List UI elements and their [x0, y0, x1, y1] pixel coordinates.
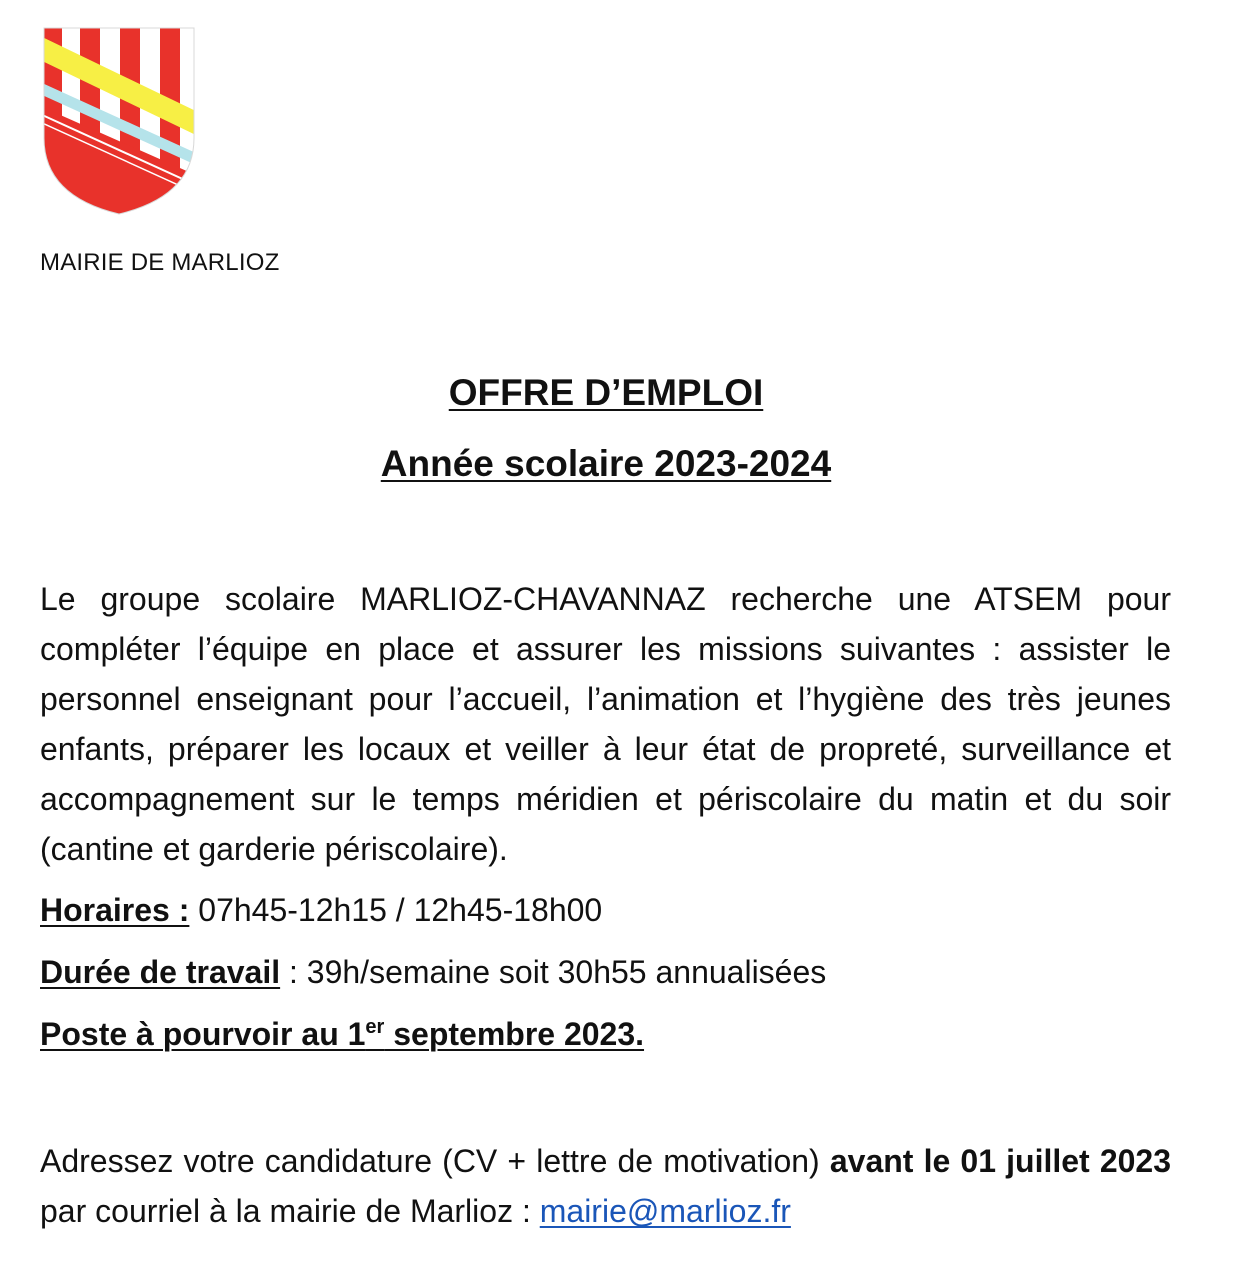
document-title: [0, 372, 1212, 414]
document-subtitle: [0, 443, 1212, 485]
poste-superscript: er: [365, 1016, 385, 1038]
poste-line: [40, 1014, 644, 1054]
poste-suffix: septembre 2023.: [384, 1016, 645, 1052]
horaires-line: [40, 890, 602, 930]
duree-label: Durée de travail: [40, 954, 281, 990]
title-line-1: OFFRE D’EMPLOI: [448, 372, 764, 413]
poste-prefix: Poste à pourvoir au 1: [40, 1016, 366, 1052]
horaires-value: 07h45-12h15 / 12h45-18h00: [189, 892, 603, 928]
apply-text-2: par courriel à la mairie de Marlioz :: [40, 1193, 540, 1229]
title-line-2: Année scolaire 2023-2024: [380, 443, 832, 484]
apply-deadline: avant le 01 juillet 2023: [829, 1143, 1172, 1179]
application-paragraph: [40, 1136, 1171, 1236]
apply-text-1: Adressez votre candidature (CV + lettre de motivation): [40, 1143, 830, 1179]
municipal-crest-logo: [40, 26, 198, 216]
duree-line: [40, 952, 826, 992]
institution-name: MAIRIE DE MARLIOZ: [40, 249, 280, 276]
poste-text: [40, 1016, 644, 1052]
horaires-label: Horaires :: [40, 892, 190, 928]
duree-value: : 39h/semaine soit 30h55 annualisées: [280, 954, 827, 990]
job-description-paragraph: Le groupe scolaire MARLIOZ-CHAVANNAZ recherche une ATSEM pour compléter l’équipe en place et assurer les missions suivantes : assister le personnel enseignant pour l’accueil, l’animation et l’hygiène des très jeunes enfants, préparer les locaux et veiller à leur état de propreté, surveillance et accompagnement sur le temps méridien et périscolaire du matin et du soir (cantine et garderie périscolaire).: [40, 581, 1171, 867]
email-link[interactable]: mairie@marlioz.fr: [539, 1193, 791, 1229]
